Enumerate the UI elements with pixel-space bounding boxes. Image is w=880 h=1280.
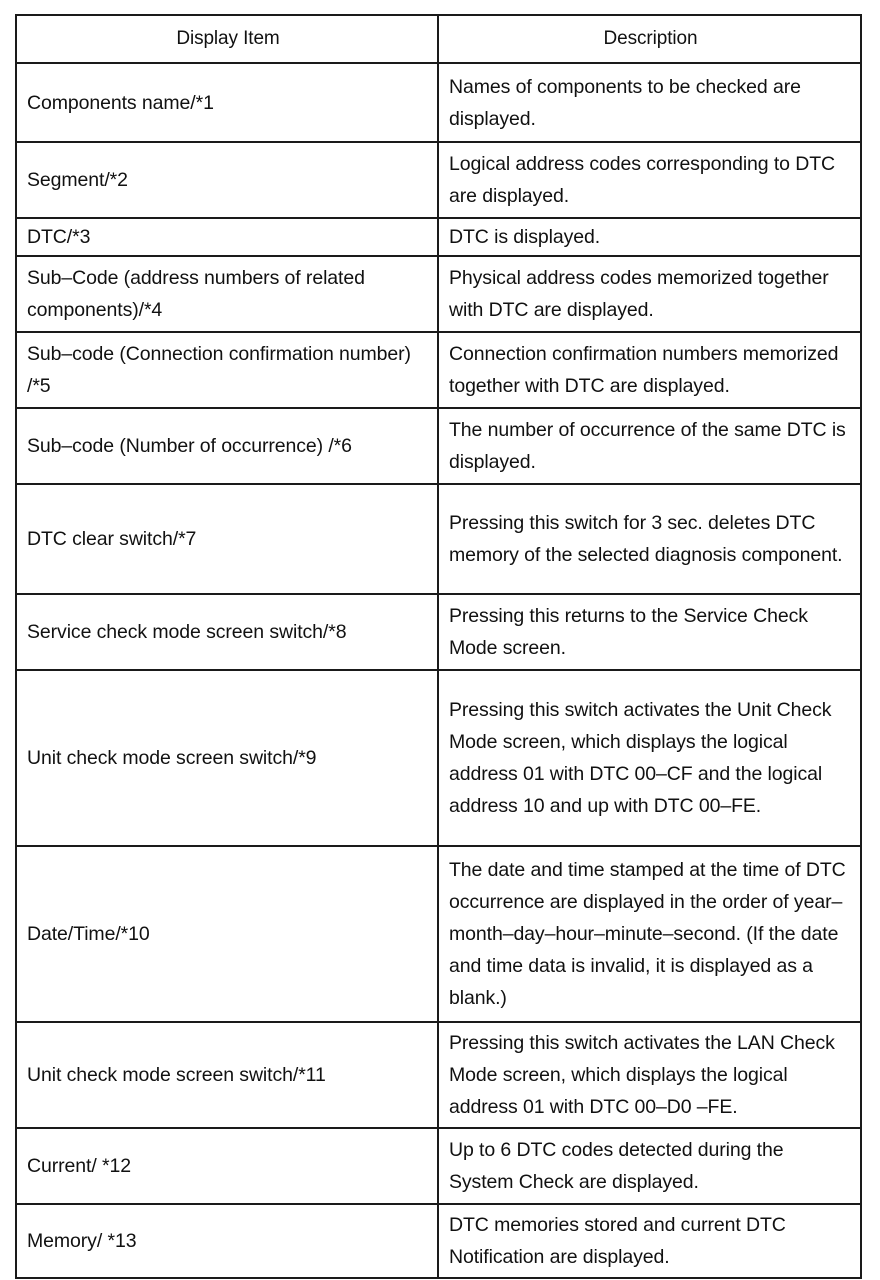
- row-item: Sub–code (Connection confirmation number) /*5: [16, 332, 438, 408]
- table-header-row: [16, 15, 861, 63]
- row-item: Sub–Code (address numbers of related components)/*4: [16, 256, 438, 332]
- row-item: Sub–code (Number of occurrence) /*6: [16, 408, 438, 484]
- row-item: Unit check mode screen switch/*11: [16, 1022, 438, 1128]
- row-item: Unit check mode screen switch/*9: [16, 670, 438, 846]
- table-row: [16, 1204, 861, 1278]
- table-row: [16, 1022, 861, 1128]
- row-item: Current/ *12: [16, 1128, 438, 1204]
- row-description: DTC memories stored and current DTC Notification are displayed.: [438, 1204, 861, 1278]
- row-item: Service check mode screen switch/*8: [16, 594, 438, 670]
- row-description: Pressing this switch activates the Unit Check Mode screen, which displays the logical address 01 with DTC 00–CF and the logical address 10 and up with DTC 00–FE.: [438, 670, 861, 846]
- table-row: [16, 218, 861, 256]
- header-display-item: Display Item: [16, 15, 438, 63]
- row-item: Segment/*2: [16, 142, 438, 218]
- table-row: [16, 484, 861, 594]
- row-description: Logical address codes corresponding to DTC are displayed.: [438, 142, 861, 218]
- row-description: Physical address codes memorized together with DTC are displayed.: [438, 256, 861, 332]
- row-description: Names of components to be checked are displayed.: [438, 63, 861, 142]
- table-row: [16, 1128, 861, 1204]
- row-description: The date and time stamped at the time of DTC occurrence are displayed in the order of year–month–day–hour–minute–second. (If the date and time data is invalid, it is displayed as a blank.): [438, 846, 861, 1022]
- row-item: Date/Time/*10: [16, 846, 438, 1022]
- row-item: Memory/ *13: [16, 1204, 438, 1278]
- table-row: [16, 63, 861, 142]
- row-item: Components name/*1: [16, 63, 438, 142]
- row-description: DTC is displayed.: [438, 218, 861, 256]
- table-row: [16, 408, 861, 484]
- table-row: [16, 670, 861, 846]
- row-description: Pressing this returns to the Service Check Mode screen.: [438, 594, 861, 670]
- row-item: DTC clear switch/*7: [16, 484, 438, 594]
- row-description: Up to 6 DTC codes detected during the System Check are displayed.: [438, 1128, 861, 1204]
- table-row: [16, 142, 861, 218]
- display-item-table: [15, 14, 862, 1279]
- table-row: [16, 332, 861, 408]
- header-description: Description: [438, 15, 861, 63]
- table-row: [16, 846, 861, 1022]
- row-description: Pressing this switch activates the LAN Check Mode screen, which displays the logical address 01 with DTC 00–D0 –FE.: [438, 1022, 861, 1128]
- table-row: [16, 594, 861, 670]
- row-description: The number of occurrence of the same DTC is displayed.: [438, 408, 861, 484]
- row-description: Pressing this switch for 3 sec. deletes DTC memory of the selected diagnosis component.: [438, 484, 861, 594]
- row-item: DTC/*3: [16, 218, 438, 256]
- table-row: [16, 256, 861, 332]
- row-description: Connection confirmation numbers memorized together with DTC are displayed.: [438, 332, 861, 408]
